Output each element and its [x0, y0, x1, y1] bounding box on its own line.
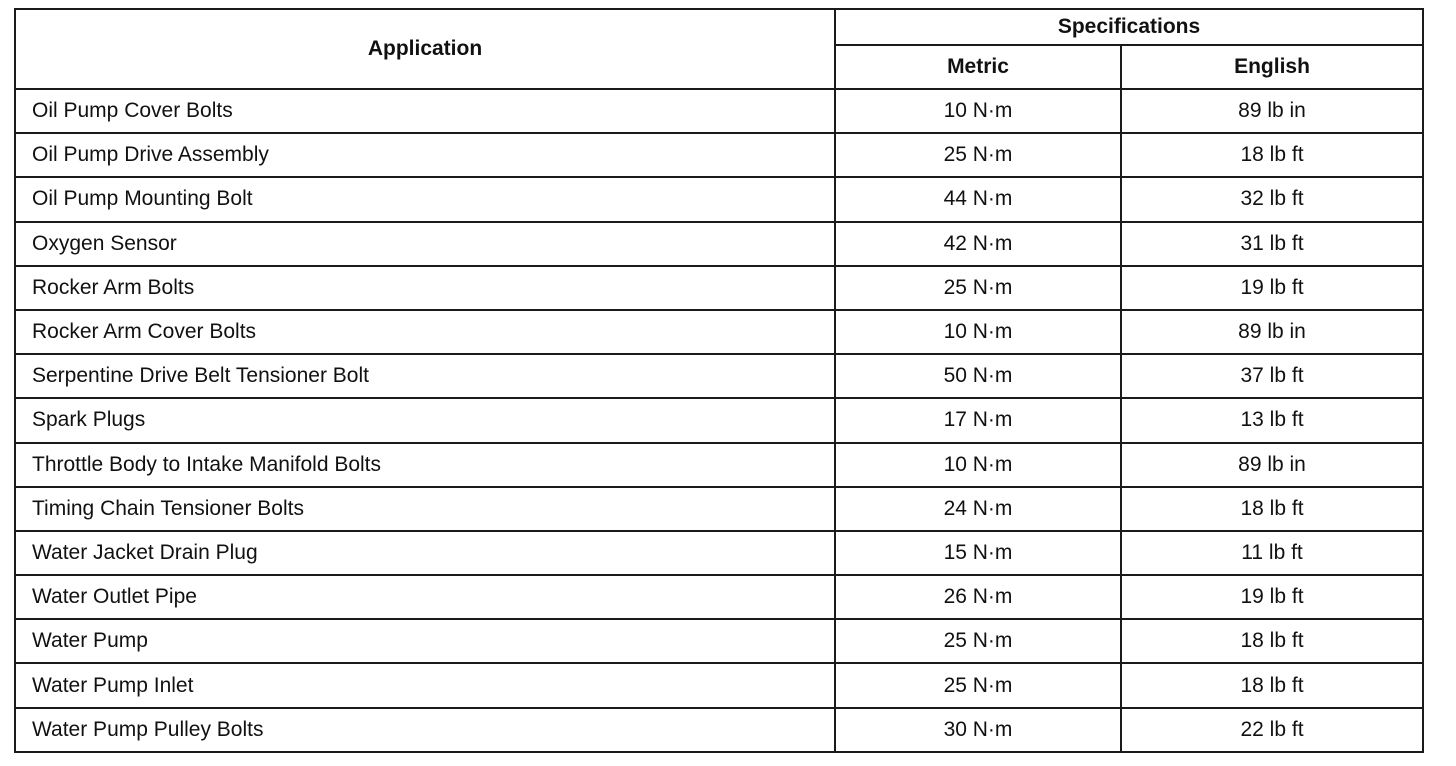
table-row	[15, 619, 1423, 663]
cell-metric: 25 N·m	[835, 266, 1121, 310]
table-row	[15, 133, 1423, 177]
cell-application: Oil Pump Drive Assembly	[15, 133, 835, 177]
cell-english: 13 lb ft	[1121, 398, 1423, 442]
cell-application: Water Outlet Pipe	[15, 575, 835, 619]
table-row	[15, 177, 1423, 221]
cell-metric: 25 N·m	[835, 663, 1121, 707]
header-application: Application	[15, 9, 835, 89]
table-row	[15, 663, 1423, 707]
cell-metric: 42 N·m	[835, 222, 1121, 266]
table-row	[15, 531, 1423, 575]
cell-application: Throttle Body to Intake Manifold Bolts	[15, 443, 835, 487]
cell-english: 19 lb ft	[1121, 575, 1423, 619]
table-row	[15, 398, 1423, 442]
cell-application: Spark Plugs	[15, 398, 835, 442]
table-row	[15, 354, 1423, 398]
table-row	[15, 575, 1423, 619]
table-row	[15, 222, 1423, 266]
table-row	[15, 89, 1423, 133]
cell-metric: 30 N·m	[835, 708, 1121, 752]
cell-metric: 10 N·m	[835, 89, 1121, 133]
cell-application: Oil Pump Mounting Bolt	[15, 177, 835, 221]
cell-application: Water Pump	[15, 619, 835, 663]
cell-metric: 17 N·m	[835, 398, 1121, 442]
table-row	[15, 708, 1423, 752]
cell-application: Rocker Arm Cover Bolts	[15, 310, 835, 354]
specifications-table	[14, 8, 1424, 753]
cell-metric: 50 N·m	[835, 354, 1121, 398]
cell-english: 37 lb ft	[1121, 354, 1423, 398]
cell-application: Water Pump Inlet	[15, 663, 835, 707]
cell-english: 19 lb ft	[1121, 266, 1423, 310]
cell-english: 11 lb ft	[1121, 531, 1423, 575]
cell-metric: 25 N·m	[835, 619, 1121, 663]
table-row	[15, 266, 1423, 310]
cell-english: 89 lb in	[1121, 310, 1423, 354]
table-row	[15, 443, 1423, 487]
cell-metric: 25 N·m	[835, 133, 1121, 177]
cell-application: Oil Pump Cover Bolts	[15, 89, 835, 133]
cell-application: Timing Chain Tensioner Bolts	[15, 487, 835, 531]
cell-english: 18 lb ft	[1121, 133, 1423, 177]
header-specifications: Specifications	[835, 9, 1423, 45]
cell-metric: 44 N·m	[835, 177, 1121, 221]
cell-english: 89 lb in	[1121, 443, 1423, 487]
cell-metric: 26 N·m	[835, 575, 1121, 619]
table-row	[15, 487, 1423, 531]
cell-application: Serpentine Drive Belt Tensioner Bolt	[15, 354, 835, 398]
cell-english: 32 lb ft	[1121, 177, 1423, 221]
cell-metric: 10 N·m	[835, 310, 1121, 354]
cell-english: 18 lb ft	[1121, 663, 1423, 707]
cell-application: Rocker Arm Bolts	[15, 266, 835, 310]
cell-metric: 10 N·m	[835, 443, 1121, 487]
header-metric: Metric	[835, 45, 1121, 89]
cell-english: 18 lb ft	[1121, 487, 1423, 531]
cell-english: 31 lb ft	[1121, 222, 1423, 266]
cell-metric: 24 N·m	[835, 487, 1121, 531]
cell-english: 22 lb ft	[1121, 708, 1423, 752]
cell-application: Water Jacket Drain Plug	[15, 531, 835, 575]
cell-english: 89 lb in	[1121, 89, 1423, 133]
table-row	[15, 310, 1423, 354]
cell-metric: 15 N·m	[835, 531, 1121, 575]
cell-english: 18 lb ft	[1121, 619, 1423, 663]
cell-application: Oxygen Sensor	[15, 222, 835, 266]
header-english: English	[1121, 45, 1423, 89]
cell-application: Water Pump Pulley Bolts	[15, 708, 835, 752]
